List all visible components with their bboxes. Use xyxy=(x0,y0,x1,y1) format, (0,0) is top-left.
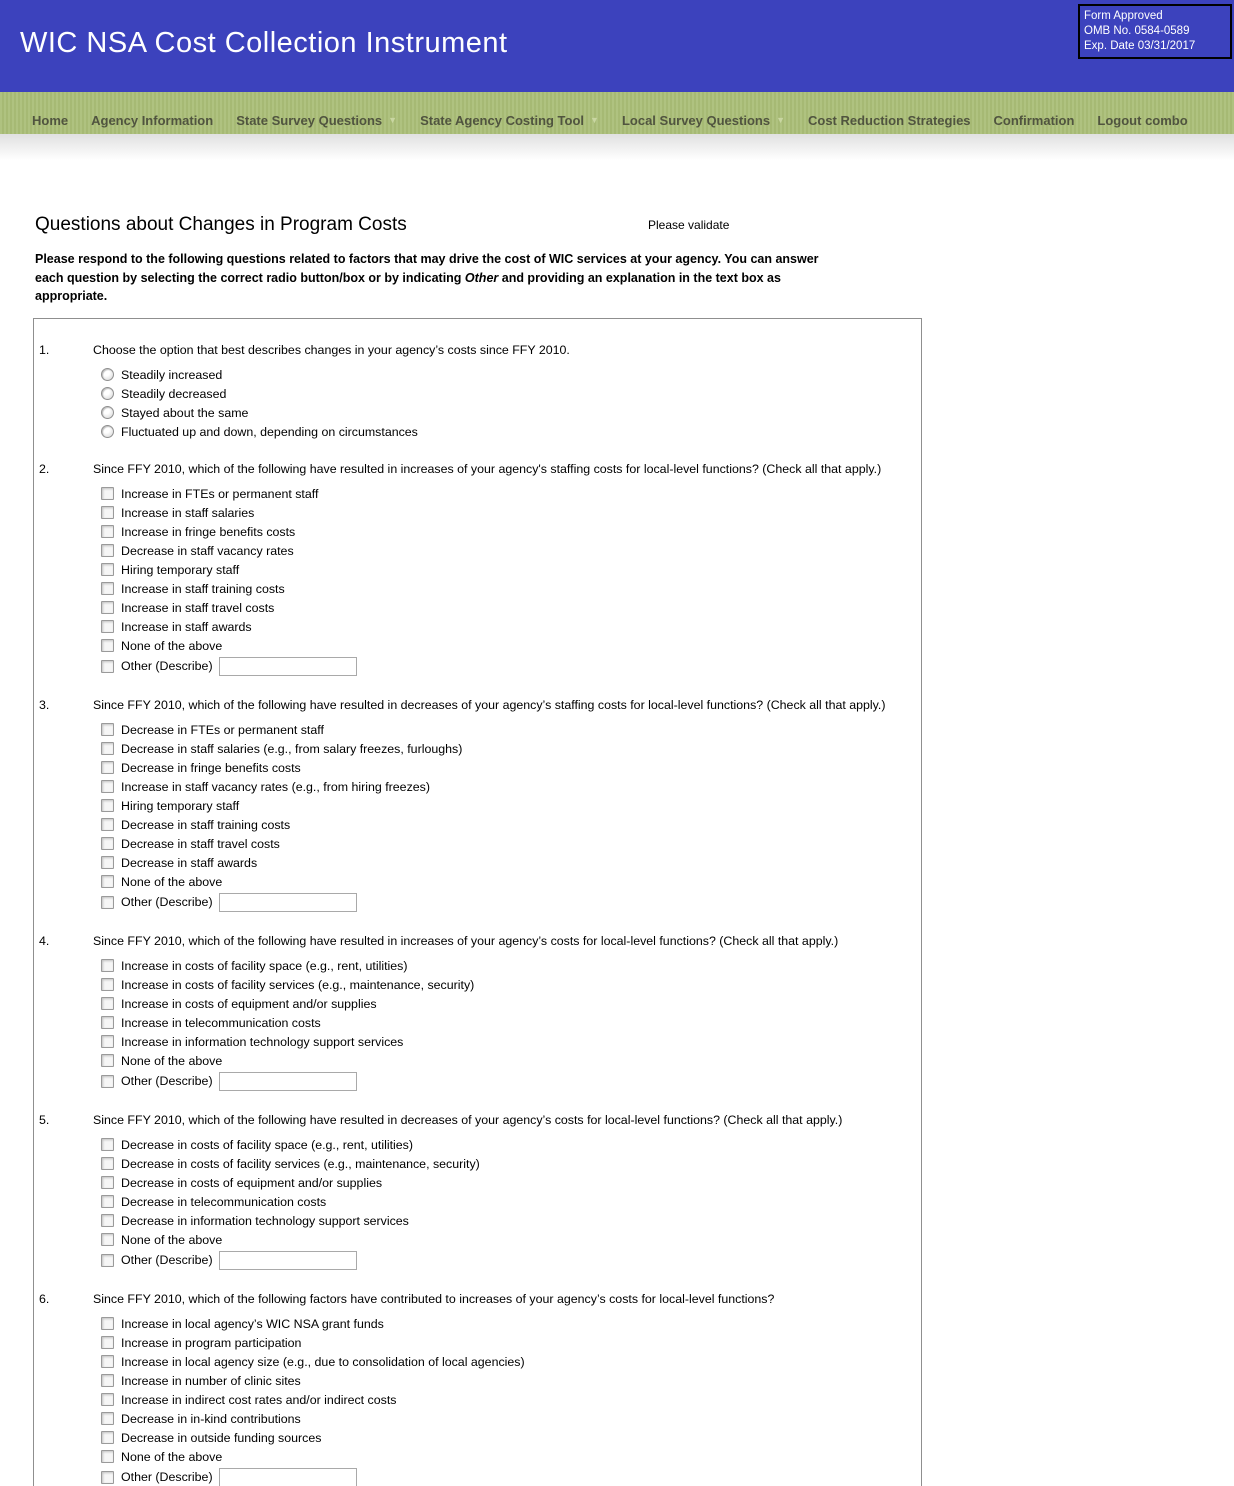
q2-checkbox-decrease-in-staff-vacancy-rates[interactable] xyxy=(101,544,114,557)
q2-checkbox-increase-in-staff-training-costs[interactable] xyxy=(101,582,114,595)
q4-checkbox-none-of-the-above[interactable] xyxy=(101,1054,114,1067)
question-5-option-row xyxy=(101,1173,921,1192)
question-2-option-row xyxy=(101,484,921,503)
option-label: Increase in information technology support services xyxy=(121,1034,404,1049)
q5-checkbox-decrease-in-costs-of-facility-services-e-g-maintenance-security[interactable] xyxy=(101,1157,114,1170)
question-6-number: 6. xyxy=(39,1292,50,1306)
chevron-down-icon: ▼ xyxy=(388,115,398,125)
nav-item-confirmation[interactable] xyxy=(994,113,1075,128)
option-label: None of the above xyxy=(121,1053,223,1068)
option-label: Increase in costs of facility space (e.g., rent, utilities) xyxy=(121,958,408,973)
q4-other-describe-input[interactable] xyxy=(219,1072,357,1091)
q4-checkbox-increase-in-costs-of-equipment-and-or-supplies[interactable] xyxy=(101,997,114,1010)
question-6-option-row xyxy=(101,1390,921,1409)
question-5-option-row xyxy=(101,1211,921,1230)
option-label: Decrease in telecommunication costs xyxy=(121,1194,327,1209)
option-label: Hiring temporary staff xyxy=(121,562,240,577)
question-2-text: Since FFY 2010, which of the following have resulted in increases of your agency's staffing costs for local-level functions? (Check all that apply.) xyxy=(93,462,882,476)
omb-approval-box xyxy=(1078,4,1232,59)
other-label: Other (Describe) xyxy=(121,1074,213,1088)
question-4-option-row xyxy=(101,994,921,1013)
q2-other-describe-input[interactable] xyxy=(219,657,357,676)
question-4-number: 4. xyxy=(39,934,50,948)
question-2 xyxy=(34,462,921,677)
q6-checkbox-none-of-the-above[interactable] xyxy=(101,1450,114,1463)
intro-paragraph xyxy=(35,250,835,306)
q3-checkbox-none-of-the-above[interactable] xyxy=(101,875,114,888)
question-3-number: 3. xyxy=(39,698,50,712)
nav-item-local-survey-questions[interactable] xyxy=(622,113,785,128)
other-label: Other (Describe) xyxy=(121,659,213,673)
main-nav xyxy=(0,92,1234,134)
question-2-option-row xyxy=(101,617,921,636)
option-label: Increase in staff salaries xyxy=(121,505,255,520)
chevron-down-icon: ▼ xyxy=(776,115,785,125)
option-label: Increase in number of clinic sites xyxy=(121,1373,301,1388)
intro-pre: Please respond to the following questions related to factors that may drive the cost of WIC services at your agency. You can answer each question by selecting the correct radio button/box or by indicating xyxy=(35,252,819,285)
q6-checkbox-decrease-in-in-kind-contributions[interactable] xyxy=(101,1412,114,1425)
omb-line-form-approved: Form Approved xyxy=(1084,10,1163,22)
option-label: Increase in costs of equipment and/or supplies xyxy=(121,996,377,1011)
nav-item-cost-reduction-strategies[interactable] xyxy=(808,113,971,128)
question-6 xyxy=(34,1292,921,1486)
question-4 xyxy=(34,934,921,1092)
q3-checkbox-decrease-in-fringe-benefits-costs[interactable] xyxy=(101,761,114,774)
question-1 xyxy=(34,343,921,441)
q4-checkbox-increase-in-information-technology-support-services[interactable] xyxy=(101,1035,114,1048)
question-5-head xyxy=(34,1113,921,1128)
question-6-option-row xyxy=(101,1371,921,1390)
question-2-head xyxy=(34,462,921,477)
option-label: Increase in fringe benefits costs xyxy=(121,524,296,539)
option-label: Increase in costs of facility services (e.g., maintenance, security) xyxy=(121,977,475,992)
question-1-option-row xyxy=(101,384,921,403)
nav-item-label: State Agency Costing Tool xyxy=(420,113,585,128)
question-3-option-row xyxy=(101,834,921,853)
q1-radio-steadily-decreased[interactable] xyxy=(101,387,114,400)
q4-checkbox-increase-in-costs-of-facility-services-e-g-maintenance-security[interactable] xyxy=(101,978,114,991)
option-label: Decrease in FTEs or permanent staff xyxy=(121,722,324,737)
q4-checkbox-other[interactable] xyxy=(101,1075,114,1088)
question-3-option-row xyxy=(101,739,921,758)
q2-checkbox-increase-in-staff-travel-costs[interactable] xyxy=(101,601,114,614)
option-label: Steadily increased xyxy=(121,367,223,382)
app-header xyxy=(0,0,1234,92)
q3-checkbox-other[interactable] xyxy=(101,896,114,909)
q3-checkbox-decrease-in-staff-travel-costs[interactable] xyxy=(101,837,114,850)
option-label: Hiring temporary staff xyxy=(121,798,240,813)
question-4-option-row xyxy=(101,956,921,975)
q3-checkbox-hiring-temporary-staff[interactable] xyxy=(101,799,114,812)
q1-radio-fluctuated-up-and-down-depending-on-circumstances[interactable] xyxy=(101,425,114,438)
other-label: Other (Describe) xyxy=(121,1470,213,1484)
nav-item-label: Confirmation xyxy=(993,113,1075,128)
intro-post: and providing an explanation in the text box as appropriate. xyxy=(35,270,781,303)
q2-checkbox-hiring-temporary-staff[interactable] xyxy=(101,563,114,576)
q2-checkbox-increase-in-staff-awards[interactable] xyxy=(101,620,114,633)
q3-checkbox-decrease-in-staff-salaries-e-g-from-salary-freezes-furloughs[interactable] xyxy=(101,742,114,755)
option-label: Decrease in costs of facility space (e.g., rent, utilities) xyxy=(121,1137,413,1152)
option-label: None of the above xyxy=(121,874,223,889)
question-2-option-row xyxy=(101,598,921,617)
question-5-option-row xyxy=(101,1135,921,1154)
q3-checkbox-decrease-in-ftes-or-permanent-staff[interactable] xyxy=(101,723,114,736)
q1-radio-stayed-about-the-same[interactable] xyxy=(101,406,114,419)
q5-checkbox-decrease-in-costs-of-equipment-and-or-supplies[interactable] xyxy=(101,1176,114,1189)
q6-checkbox-increase-in-number-of-clinic-sites[interactable] xyxy=(101,1374,114,1387)
question-5-option-row xyxy=(101,1154,921,1173)
q6-checkbox-increase-in-local-agency-s-wic-nsa-grant-funds[interactable] xyxy=(101,1317,114,1330)
nav-item-label: Cost Reduction Strategies xyxy=(808,113,971,128)
option-label: Increase in local agency’s WIC NSA grant funds xyxy=(121,1316,384,1331)
q5-checkbox-decrease-in-information-technology-support-services[interactable] xyxy=(101,1214,114,1227)
question-2-option-row xyxy=(101,579,921,598)
q2-checkbox-none-of-the-above[interactable] xyxy=(101,639,114,652)
q6-checkbox-other[interactable] xyxy=(101,1471,114,1484)
question-1-head xyxy=(34,343,921,358)
q1-radio-steadily-increased[interactable] xyxy=(101,368,114,381)
option-label: Fluctuated up and down, depending on circumstances xyxy=(121,424,418,439)
question-3 xyxy=(34,698,921,913)
option-label: Decrease in staff awards xyxy=(121,855,258,870)
question-2-option-row xyxy=(101,503,921,522)
nav-item-label: Logout combo xyxy=(1097,113,1188,128)
question-3-head xyxy=(34,698,921,713)
question-3-other-row xyxy=(101,891,921,913)
question-3-option-row xyxy=(101,720,921,739)
questions-panel xyxy=(33,318,922,1486)
other-label: Other (Describe) xyxy=(121,1253,213,1267)
question-4-option-row xyxy=(101,1032,921,1051)
question-6-option-row xyxy=(101,1409,921,1428)
option-label: Increase in telecommunication costs xyxy=(121,1015,321,1030)
question-6-text: Since FFY 2010, which of the following factors have contributed to increases of your agency’s costs for local-level functions? xyxy=(93,1292,775,1306)
option-label: Decrease in staff travel costs xyxy=(121,836,280,851)
omb-line-number: OMB No. 0584-0589 xyxy=(1084,25,1190,37)
question-1-options xyxy=(34,365,921,441)
question-2-option-row xyxy=(101,560,921,579)
question-4-option-row xyxy=(101,975,921,994)
q3-checkbox-decrease-in-staff-awards[interactable] xyxy=(101,856,114,869)
question-1-option-row xyxy=(101,403,921,422)
option-label: Decrease in staff vacancy rates xyxy=(121,543,294,558)
question-2-option-row xyxy=(101,522,921,541)
q6-checkbox-decrease-in-outside-funding-sources[interactable] xyxy=(101,1431,114,1444)
question-5-text: Since FFY 2010, which of the following have resulted in decreases of your agency’s costs for local-level functions? (Check all that apply.) xyxy=(93,1113,843,1127)
q2-checkbox-increase-in-ftes-or-permanent-staff[interactable] xyxy=(101,487,114,500)
question-5-option-row xyxy=(101,1192,921,1211)
option-label: Decrease in staff training costs xyxy=(121,817,291,832)
option-label: None of the above xyxy=(121,1449,223,1464)
question-3-option-row xyxy=(101,796,921,815)
q4-checkbox-increase-in-telecommunication-costs[interactable] xyxy=(101,1016,114,1029)
question-2-other-row xyxy=(101,655,921,677)
question-1-text: Choose the option that best describes changes in your agency’s costs since FFY 2010. xyxy=(93,343,570,357)
question-4-option-row xyxy=(101,1013,921,1032)
q2-checkbox-increase-in-fringe-benefits-costs[interactable] xyxy=(101,525,114,538)
option-label: Increase in staff awards xyxy=(121,619,252,634)
question-6-options xyxy=(34,1314,921,1486)
question-3-option-row xyxy=(101,853,921,872)
q2-checkbox-other[interactable] xyxy=(101,660,114,673)
question-6-option-row xyxy=(101,1333,921,1352)
question-6-head xyxy=(34,1292,921,1307)
question-2-options xyxy=(34,484,921,677)
question-2-option-row xyxy=(101,636,921,655)
chevron-down-icon: ▼ xyxy=(590,115,599,125)
q5-other-describe-input[interactable] xyxy=(219,1251,357,1270)
question-3-option-row xyxy=(101,777,921,796)
omb-line-exp-date: Exp. Date 03/31/2017 xyxy=(1084,40,1196,52)
question-6-other-row xyxy=(101,1466,921,1486)
nav-item-logout-combo[interactable] xyxy=(1097,113,1187,128)
option-label: Decrease in in-kind contributions xyxy=(121,1411,301,1426)
q6-other-describe-input[interactable] xyxy=(219,1468,357,1486)
question-3-text: Since FFY 2010, which of the following have resulted in decreases of your agency’s staffing costs for local-level functions? (Check all that apply.) xyxy=(93,698,886,712)
option-label: Decrease in outside funding sources xyxy=(121,1430,322,1445)
question-6-option-row xyxy=(101,1352,921,1371)
q5-checkbox-decrease-in-costs-of-facility-space-e-g-rent-utilities[interactable] xyxy=(101,1138,114,1151)
app-title: WIC NSA Cost Collection Instrument xyxy=(20,27,508,59)
question-4-option-row xyxy=(101,1051,921,1070)
option-label: Increase in staff vacancy rates (e.g., from hiring freezes) xyxy=(121,779,430,794)
q2-checkbox-increase-in-staff-salaries[interactable] xyxy=(101,506,114,519)
q6-checkbox-increase-in-local-agency-size-e-g-due-to-consolidation-of-local-agencies[interactable] xyxy=(101,1355,114,1368)
question-4-text: Since FFY 2010, which of the following have resulted in increases of your agency’s costs for local-level functions? (Check all that apply.) xyxy=(93,934,839,948)
nav-item-state-agency-costing-tool[interactable] xyxy=(420,113,599,128)
option-label: Increase in staff travel costs xyxy=(121,600,275,615)
option-label: Decrease in fringe benefits costs xyxy=(121,760,301,775)
question-6-option-row xyxy=(101,1428,921,1447)
nav-item-agency-information[interactable] xyxy=(91,113,213,128)
question-5-number: 5. xyxy=(39,1113,50,1127)
q3-other-describe-input[interactable] xyxy=(219,893,357,912)
question-5-options xyxy=(34,1135,921,1271)
q5-checkbox-none-of-the-above[interactable] xyxy=(101,1233,114,1246)
other-label: Other (Describe) xyxy=(121,895,213,909)
validate-note: Please validate xyxy=(648,218,730,232)
nav-item-label: Agency Information xyxy=(91,113,214,128)
question-4-options xyxy=(34,956,921,1092)
nav-item-label: Home xyxy=(32,113,69,128)
nav-item-label: Local Survey Questions xyxy=(621,113,771,128)
question-1-option-row xyxy=(101,365,921,384)
question-1-option-row xyxy=(101,422,921,441)
q3-checkbox-decrease-in-staff-training-costs[interactable] xyxy=(101,818,114,831)
nav-item-home[interactable] xyxy=(32,113,68,128)
question-4-other-row xyxy=(101,1070,921,1092)
nav-shadow xyxy=(0,134,1234,160)
nav-item-label: State Survey Questions xyxy=(236,113,383,128)
question-5-option-row xyxy=(101,1230,921,1249)
question-3-option-row xyxy=(101,815,921,834)
option-label: Decrease in costs of facility services (e.g., maintenance, security) xyxy=(121,1156,480,1171)
option-label: Increase in indirect cost rates and/or indirect costs xyxy=(121,1392,397,1407)
question-6-option-row xyxy=(101,1314,921,1333)
option-label: Steadily decreased xyxy=(121,386,227,401)
option-label: Decrease in information technology support services xyxy=(121,1213,409,1228)
option-label: Decrease in costs of equipment and/or supplies xyxy=(121,1175,383,1190)
question-1-number: 1. xyxy=(39,343,50,357)
intro-other-word: Other xyxy=(464,270,499,285)
q5-checkbox-other[interactable] xyxy=(101,1254,114,1267)
page-title: Questions about Changes in Program Costs xyxy=(35,214,407,235)
option-label: Increase in FTEs or permanent staff xyxy=(121,486,319,501)
question-2-option-row xyxy=(101,541,921,560)
nav-item-state-survey-questions[interactable] xyxy=(236,113,397,128)
question-2-number: 2. xyxy=(39,462,50,476)
option-label: Stayed about the same xyxy=(121,405,249,420)
question-3-option-row xyxy=(101,758,921,777)
option-label: Increase in program participation xyxy=(121,1335,302,1350)
question-3-options xyxy=(34,720,921,913)
option-label: None of the above xyxy=(121,638,223,653)
option-label: None of the above xyxy=(121,1232,223,1247)
question-3-option-row xyxy=(101,872,921,891)
question-5 xyxy=(34,1113,921,1271)
q5-checkbox-decrease-in-telecommunication-costs[interactable] xyxy=(101,1195,114,1208)
q4-checkbox-increase-in-costs-of-facility-space-e-g-rent-utilities[interactable] xyxy=(101,959,114,972)
option-label: Increase in staff training costs xyxy=(121,581,285,596)
option-label: Increase in local agency size (e.g., due to consolidation of local agencies) xyxy=(121,1354,525,1369)
question-5-other-row xyxy=(101,1249,921,1271)
q6-checkbox-increase-in-indirect-cost-rates-and-or-indirect-costs[interactable] xyxy=(101,1393,114,1406)
option-label: Decrease in staff salaries (e.g., from salary freezes, furloughs) xyxy=(121,741,463,756)
q3-checkbox-increase-in-staff-vacancy-rates-e-g-from-hiring-freezes[interactable] xyxy=(101,780,114,793)
question-6-option-row xyxy=(101,1447,921,1466)
q6-checkbox-increase-in-program-participation[interactable] xyxy=(101,1336,114,1349)
question-4-head xyxy=(34,934,921,949)
